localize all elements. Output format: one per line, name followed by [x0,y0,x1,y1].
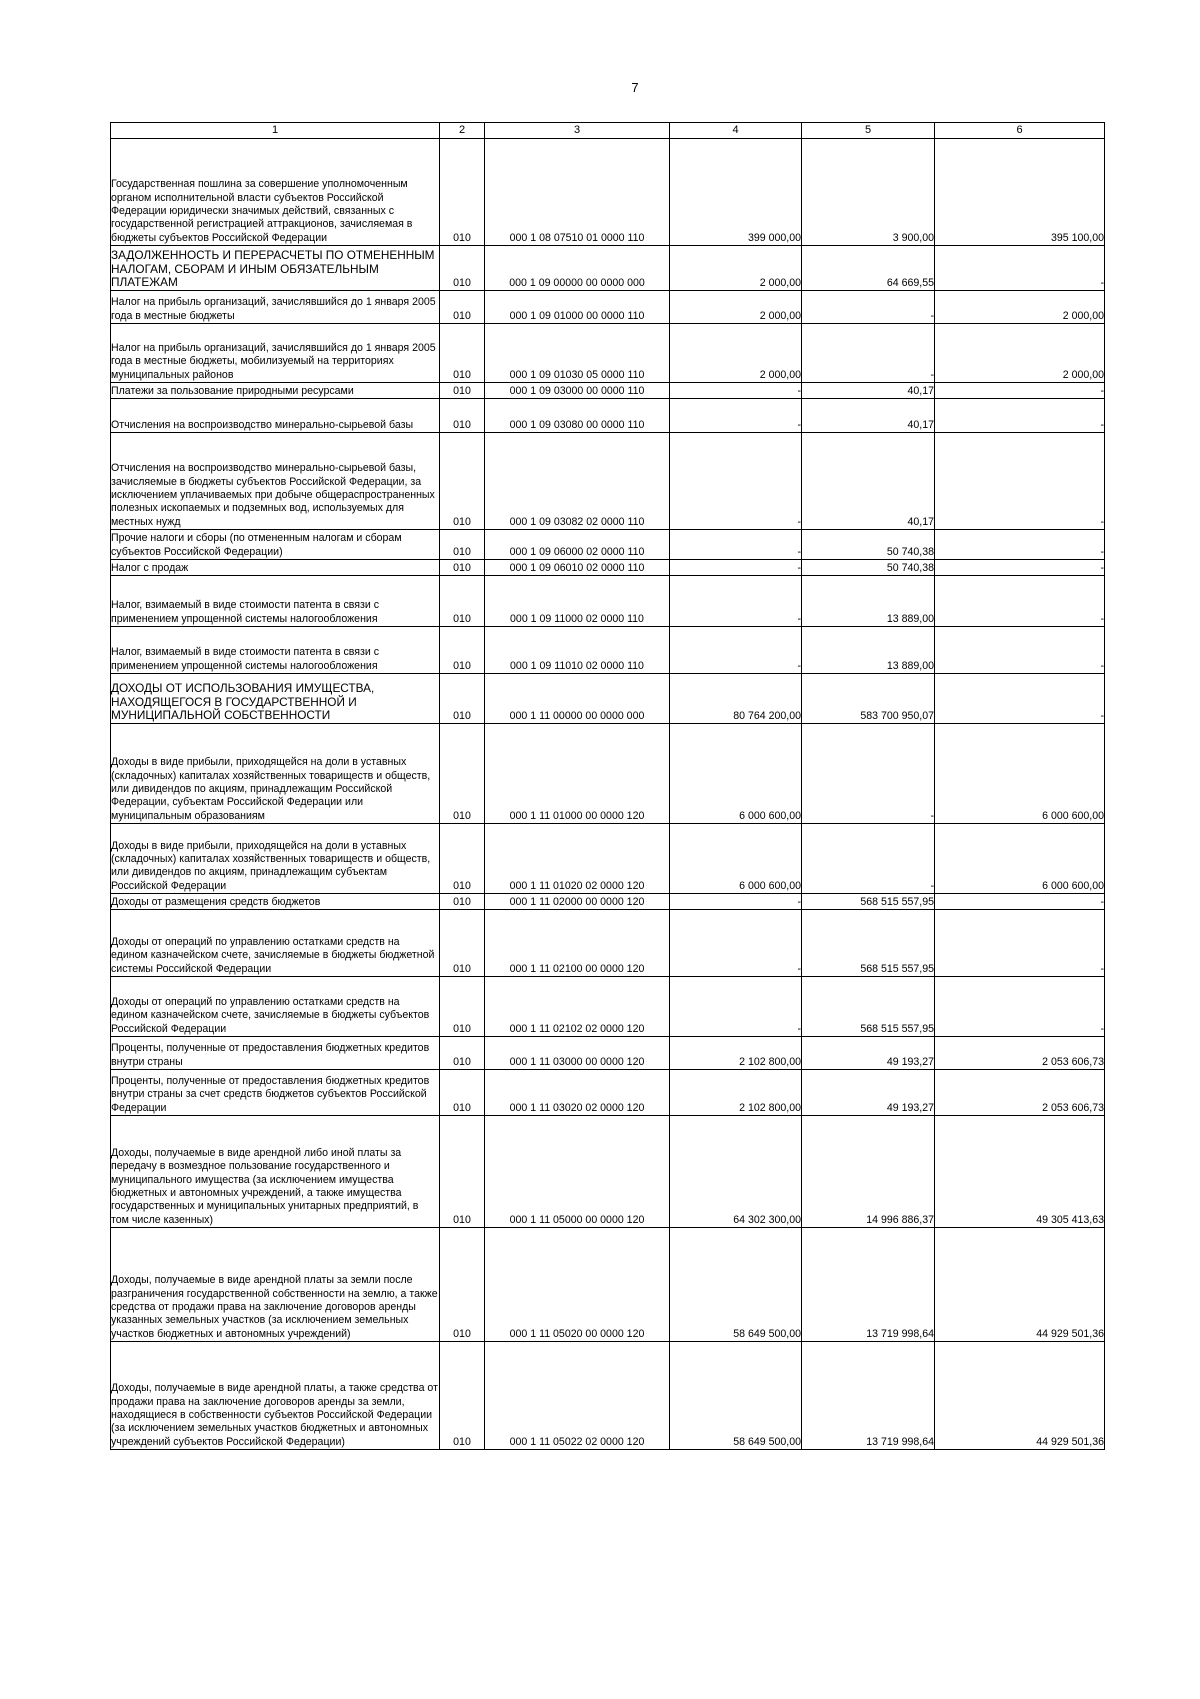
row-name-cell: Налог, взимаемый в виде стоимости патента в связи с применением упрощенной системы налогообложения [111,627,440,674]
row-col5-cell: - [802,324,935,383]
row-col6-cell: - [935,674,1105,724]
row-code-cell: 010 [440,1037,485,1070]
row-col6-cell: - [935,383,1105,399]
row-col6-cell: 6 000 600,00 [935,724,1105,824]
row-code-cell: 010 [440,560,485,576]
row-name-cell: Проценты, полученные от предоставления бюджетных кредитов внутри страны за счет средств бюджетов субъектов Российской Федерации [111,1070,440,1116]
row-col6-cell: 44 929 501,36 [935,1342,1105,1450]
row-col6-cell: - [935,530,1105,560]
table-row [111,530,1105,560]
row-code-cell: 010 [440,674,485,724]
row-kbk-cell: 000 1 11 03000 00 0000 120 [485,1037,670,1070]
row-code-cell: 010 [440,724,485,824]
row-col5-cell: - [802,291,935,324]
header-cell: 6 [935,123,1105,139]
header-cell: 2 [440,123,485,139]
row-col4-cell: - [670,383,802,399]
row-name-cell: ЗАДОЛЖЕННОСТЬ И ПЕРЕРАСЧЕТЫ ПО ОТМЕНЕННЫМ НАЛОГАМ, СБОРАМ И ИНЫМ ОБЯЗАТЕЛЬНЫМ ПЛАТЕЖАМ [111,246,440,291]
row-col4-cell: - [670,399,802,433]
row-col4-cell: 64 302 300,00 [670,1116,802,1228]
row-col5-cell: 583 700 950,07 [802,674,935,724]
header-row [111,123,1105,139]
row-col4-cell: - [670,910,802,977]
row-kbk-cell: 000 1 09 06000 02 0000 110 [485,530,670,560]
row-col6-cell: 2 053 606,73 [935,1070,1105,1116]
row-col5-cell: 14 996 886,37 [802,1116,935,1228]
row-col6-cell: - [935,977,1105,1037]
row-col5-cell: 3 900,00 [802,139,935,246]
row-col5-cell: 49 193,27 [802,1037,935,1070]
row-kbk-cell: 000 1 11 01000 00 0000 120 [485,724,670,824]
row-col5-cell: 13 889,00 [802,576,935,627]
row-kbk-cell: 000 1 11 05020 00 0000 120 [485,1228,670,1342]
row-kbk-cell: 000 1 11 02102 02 0000 120 [485,977,670,1037]
table-row [111,1228,1105,1342]
row-col5-cell: 568 515 557,95 [802,977,935,1037]
table-row [111,576,1105,627]
table-row [111,1037,1105,1070]
table-row [111,433,1105,530]
row-col4-cell: 2 102 800,00 [670,1037,802,1070]
table-row [111,399,1105,433]
row-kbk-cell: 000 1 11 01020 02 0000 120 [485,824,670,894]
row-col6-cell: - [935,576,1105,627]
row-code-cell: 010 [440,139,485,246]
row-col6-cell: 2 053 606,73 [935,1037,1105,1070]
row-col6-cell: - [935,246,1105,291]
row-name-cell: Налог на прибыль организаций, зачислявшийся до 1 января 2005 года в местные бюджеты [111,291,440,324]
row-col4-cell: 2 000,00 [670,324,802,383]
table-row [111,724,1105,824]
header-cell: 4 [670,123,802,139]
row-col5-cell: - [802,724,935,824]
row-col6-cell: 2 000,00 [935,324,1105,383]
row-code-cell: 010 [440,1342,485,1450]
row-name-cell: Доходы в виде прибыли, приходящейся на доли в уставных (складочных) капиталах хозяйственных товариществ и обществ, или дивидендов по акциям, принадлежащим Российской Федерации, субъектам Российской Федерации или муниципальным образованиям [111,724,440,824]
row-col5-cell: 568 515 557,95 [802,910,935,977]
table-row [111,627,1105,674]
row-kbk-cell: 000 1 11 02000 00 0000 120 [485,894,670,910]
row-kbk-cell: 000 1 11 02100 00 0000 120 [485,910,670,977]
row-col5-cell: 64 669,55 [802,246,935,291]
row-kbk-cell: 000 1 09 11000 02 0000 110 [485,576,670,627]
row-col5-cell: 40,17 [802,399,935,433]
table-row [111,324,1105,383]
row-code-cell: 010 [440,246,485,291]
table-row [111,139,1105,246]
row-col4-cell: - [670,894,802,910]
row-col4-cell: 80 764 200,00 [670,674,802,724]
row-col6-cell: - [935,627,1105,674]
row-col6-cell: 44 929 501,36 [935,1228,1105,1342]
row-code-cell: 010 [440,291,485,324]
row-name-cell: Налог, взимаемый в виде стоимости патента в связи с применением упрощенной системы налогообложения [111,576,440,627]
row-col4-cell: 2 000,00 [670,246,802,291]
row-col4-cell: - [670,560,802,576]
row-code-cell: 010 [440,399,485,433]
row-col4-cell: - [670,627,802,674]
row-kbk-cell: 000 1 11 05022 02 0000 120 [485,1342,670,1450]
row-col6-cell: - [935,910,1105,977]
row-col5-cell: 40,17 [802,433,935,530]
row-name-cell: Налог на прибыль организаций, зачислявшийся до 1 января 2005 года в местные бюджеты, мобилизуемый на территориях муниципальных районов [111,324,440,383]
row-name-cell: ДОХОДЫ ОТ ИСПОЛЬЗОВАНИЯ ИМУЩЕСТВА, НАХОДЯЩЕГОСЯ В ГОСУДАРСТВЕННОЙ И МУНИЦИПАЛЬНОЙ СОБСТВЕННОСТИ [111,674,440,724]
row-name-cell: Доходы от размещения средств бюджетов [111,894,440,910]
row-code-cell: 010 [440,824,485,894]
table-row [111,894,1105,910]
row-col6-cell: - [935,560,1105,576]
row-name-cell: Платежи за пользование природными ресурсами [111,383,440,399]
row-col5-cell: 49 193,27 [802,1070,935,1116]
row-col5-cell: 13 889,00 [802,627,935,674]
row-kbk-cell: 000 1 09 03000 00 0000 110 [485,383,670,399]
header-cell: 3 [485,123,670,139]
row-code-cell: 010 [440,910,485,977]
row-code-cell: 010 [440,576,485,627]
row-code-cell: 010 [440,433,485,530]
table-row [111,246,1105,291]
table-row [111,910,1105,977]
row-col5-cell: 13 719 998,64 [802,1228,935,1342]
row-col4-cell: 6 000 600,00 [670,824,802,894]
row-name-cell: Доходы, получаемые в виде арендной либо иной платы за передачу в возмездное пользование государственного и муниципального имущества (за исключением имущества бюджетных и автономных учреждений, а также имущества государственных и муниципальных унитарных предприятий, в том числе казенных) [111,1116,440,1228]
row-col4-cell: 6 000 600,00 [670,724,802,824]
row-kbk-cell: 000 1 09 00000 00 0000 000 [485,246,670,291]
table-row [111,1116,1105,1228]
table-row [111,977,1105,1037]
row-col4-cell: - [670,433,802,530]
row-col6-cell: 395 100,00 [935,139,1105,246]
row-name-cell: Доходы от операций по управлению остатками средств на едином казначейском счете, зачисляемые в бюджеты бюджетной системы Российской Федерации [111,910,440,977]
row-name-cell: Налог с продаж [111,560,440,576]
row-code-cell: 010 [440,1070,485,1116]
row-name-cell: Отчисления на воспроизводство минерально-сырьевой базы, зачисляемые в бюджеты субъектов Российской Федерации, за исключением уплачиваемых при добыче общераспространенных полезных ископаемых и подземных вод, используемых для местных нужд [111,433,440,530]
row-kbk-cell: 000 1 09 03080 00 0000 110 [485,399,670,433]
row-col4-cell: 2 000,00 [670,291,802,324]
row-code-cell: 010 [440,627,485,674]
row-name-cell: Доходы в виде прибыли, приходящейся на доли в уставных (складочных) капиталах хозяйственных товариществ и обществ, или дивидендов по акциям, принадлежащим субъектам Российской Федерации [111,824,440,894]
page-number: 7 [631,80,639,95]
row-col5-cell: - [802,824,935,894]
header-cell: 1 [111,123,440,139]
row-name-cell: Доходы, получаемые в виде арендной платы, а также средства от продажи права на заключение договоров аренды за земли, находящиеся в собственности субъектов Российской Федерации (за исключением земельных участков бюджетных и автономных учреждений субъектов Российской Федерации) [111,1342,440,1450]
row-name-cell: Прочие налоги и сборы (по отмененным налогам и сборам субъектов Российской Федерации) [111,530,440,560]
row-kbk-cell: 000 1 11 00000 00 0000 000 [485,674,670,724]
table-row [111,291,1105,324]
table-row [111,1070,1105,1116]
table-row [111,1342,1105,1450]
row-col6-cell: - [935,399,1105,433]
row-kbk-cell: 000 1 08 07510 01 0000 110 [485,139,670,246]
row-col6-cell: 2 000,00 [935,291,1105,324]
revenue-table [110,122,1105,1450]
row-kbk-cell: 000 1 09 06010 02 0000 110 [485,560,670,576]
row-kbk-cell: 000 1 09 01030 05 0000 110 [485,324,670,383]
row-col6-cell: - [935,894,1105,910]
row-code-cell: 010 [440,1116,485,1228]
row-col4-cell: 399 000,00 [670,139,802,246]
row-name-cell: Доходы, получаемые в виде арендной платы за земли после разграничения государственной собственности на землю, а также средства от продажи права на заключение договоров аренды указанных земельных участков (за исключением земельных участков бюджетных и автономных учреждений) [111,1228,440,1342]
row-col4-cell: 2 102 800,00 [670,1070,802,1116]
row-code-cell: 010 [440,1228,485,1342]
row-col4-cell: - [670,576,802,627]
table-row [111,674,1105,724]
row-col6-cell: 6 000 600,00 [935,824,1105,894]
row-col5-cell: 568 515 557,95 [802,894,935,910]
row-code-cell: 010 [440,383,485,399]
row-col4-cell: - [670,977,802,1037]
row-col4-cell: 58 649 500,00 [670,1342,802,1450]
row-name-cell: Государственная пошлина за совершение уполномоченным органом исполнительной власти субъектов Российской Федерации юридически значимых действий, связанных с государственной регистрацией аттракционов, зачисляемая в бюджеты субъектов Российской Федерации [111,139,440,246]
row-name-cell: Отчисления на воспроизводство минерально-сырьевой базы [111,399,440,433]
row-col5-cell: 50 740,38 [802,560,935,576]
row-name-cell: Доходы от операций по управлению остатками средств на едином казначейском счете, зачисляемые в бюджеты субъектов Российской Федерации [111,977,440,1037]
row-kbk-cell: 000 1 11 03020 02 0000 120 [485,1070,670,1116]
row-kbk-cell: 000 1 09 11010 02 0000 110 [485,627,670,674]
row-kbk-cell: 000 1 09 01000 00 0000 110 [485,291,670,324]
table-row [111,383,1105,399]
row-col4-cell: 58 649 500,00 [670,1228,802,1342]
row-name-cell: Проценты, полученные от предоставления бюджетных кредитов внутри страны [111,1037,440,1070]
row-col5-cell: 13 719 998,64 [802,1342,935,1450]
header-cell: 5 [802,123,935,139]
row-col5-cell: 40,17 [802,383,935,399]
row-col5-cell: 50 740,38 [802,530,935,560]
row-kbk-cell: 000 1 09 03082 02 0000 110 [485,433,670,530]
row-code-cell: 010 [440,977,485,1037]
row-col6-cell: 49 305 413,63 [935,1116,1105,1228]
table-row [111,560,1105,576]
row-code-cell: 010 [440,324,485,383]
row-code-cell: 010 [440,894,485,910]
row-col6-cell: - [935,433,1105,530]
row-code-cell: 010 [440,530,485,560]
row-col4-cell: - [670,530,802,560]
table-row [111,824,1105,894]
row-kbk-cell: 000 1 11 05000 00 0000 120 [485,1116,670,1228]
